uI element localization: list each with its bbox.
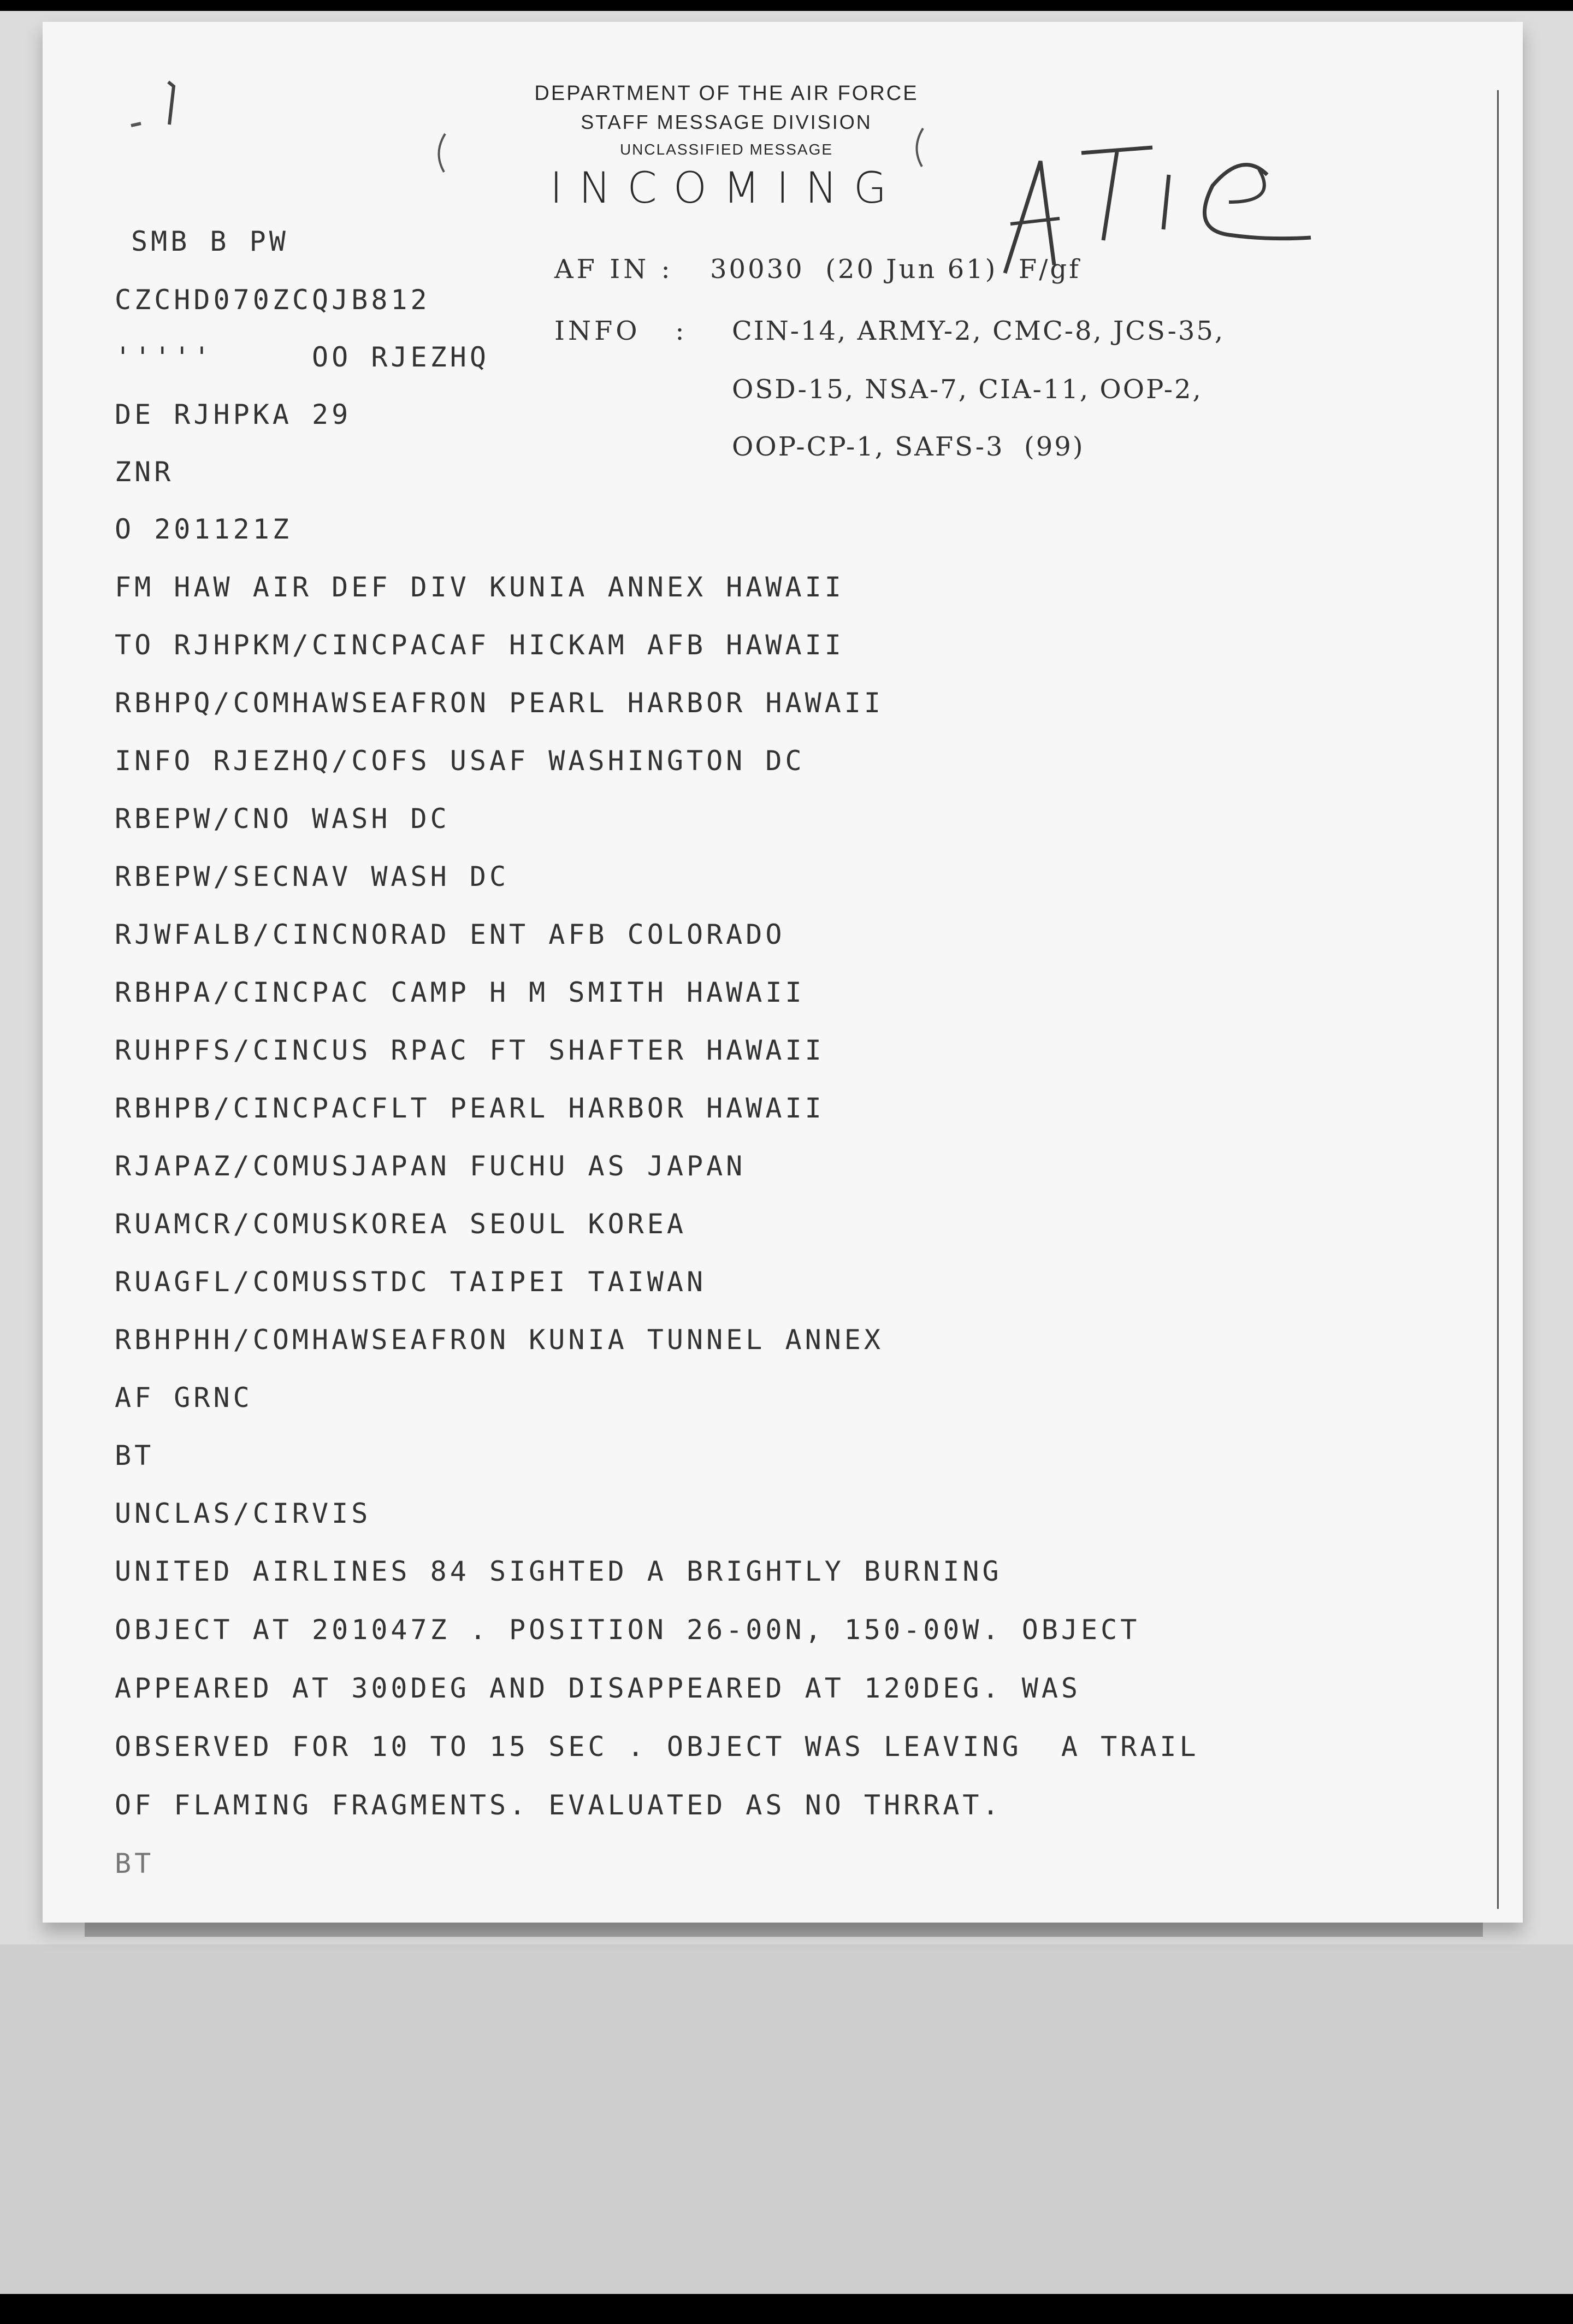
message-line: OF FLAMING FRAGMENTS. EVALUATED AS NO THRRAT. bbox=[115, 1789, 1002, 1821]
message-line: CZCHD070ZCQJB812 bbox=[115, 284, 430, 316]
message-line: DE RJHPKA 29 bbox=[115, 399, 352, 430]
info-distribution-line-2: OSD-15, NSA-7, CIA-11, OOP-2, bbox=[732, 374, 1203, 405]
division-heading: STAFF MESSAGE DIVISION bbox=[581, 111, 872, 133]
af-in-number: 30030 (20 Jun 61) F/gf bbox=[710, 254, 1081, 285]
message-line: RBHPB/CINCPACFLT PEARL HARBOR HAWAII bbox=[115, 1092, 825, 1124]
info-distribution-line-1: CIN-14, ARMY-2, CMC-8, JCS-35, bbox=[732, 316, 1225, 346]
message-line: INFO RJEZHQ/COFS USAF WASHINGTON DC bbox=[115, 745, 805, 777]
info-label: INFO : bbox=[554, 316, 688, 346]
info-distribution-line-3: OOP-CP-1, SAFS-3 (99) bbox=[732, 431, 1085, 462]
bracket-mark bbox=[429, 128, 451, 178]
message-line: ''''' OO RJEZHQ bbox=[115, 341, 489, 373]
page-edge-shadow bbox=[85, 1921, 1483, 1937]
bracket-mark bbox=[907, 123, 929, 172]
message-line: UNCLAS/CIRVIS bbox=[115, 1498, 371, 1529]
message-line: FM HAW AIR DEF DIV KUNIA ANNEX HAWAII bbox=[115, 571, 844, 603]
message-line: O 201121Z bbox=[115, 513, 292, 545]
message-line: SMB B PW bbox=[131, 226, 289, 257]
message-line: UNITED AIRLINES 84 SIGHTED A BRIGHTLY BURNING bbox=[115, 1556, 1002, 1587]
message-line: RBEPW/SECNAV WASH DC bbox=[115, 861, 510, 892]
message-line: BT bbox=[115, 1440, 155, 1471]
message-line: BT bbox=[115, 1848, 155, 1879]
incoming-heading: INCOMING bbox=[549, 164, 903, 213]
message-line: RBHPHH/COMHAWSEAFRON KUNIA TUNNEL ANNEX bbox=[115, 1324, 884, 1356]
message-line: RBHPQ/COMHAWSEAFRON PEARL HARBOR HAWAII bbox=[115, 687, 884, 719]
message-line: APPEARED AT 300DEG AND DISAPPEARED AT 120DEG. WAS bbox=[115, 1672, 1081, 1704]
message-line: RBEPW/CNO WASH DC bbox=[115, 803, 450, 835]
message-line: ZNR bbox=[115, 456, 174, 488]
message-line: TO RJHPKM/CINCPACAF HICKAM AFB HAWAII bbox=[115, 629, 844, 661]
message-line: RJWFALB/CINCNORAD ENT AFB COLORADO bbox=[115, 919, 785, 950]
page-right-edge bbox=[1497, 90, 1499, 1909]
message-line: OBSERVED FOR 10 TO 15 SEC . OBJECT WAS LEAVING A TRAIL bbox=[115, 1731, 1199, 1763]
message-line: RUAMCR/COMUSKOREA SEOUL KOREA bbox=[115, 1208, 687, 1240]
message-line: RUAGFL/COMUSSTDC TAIPEI TAIWAN bbox=[115, 1266, 707, 1298]
classification-heading: UNCLASSIFIED MESSAGE bbox=[619, 141, 833, 158]
message-line: AF GRNC bbox=[115, 1382, 253, 1414]
message-line: RBHPA/CINCPAC CAMP H M SMITH HAWAII bbox=[115, 977, 805, 1008]
message-line: OBJECT AT 201047Z . POSITION 26-00N, 150-00W. OBJECT bbox=[115, 1614, 1140, 1646]
department-heading: DEPARTMENT OF THE AIR FORCE bbox=[534, 82, 919, 105]
message-line: RJAPAZ/COMUSJAPAN FUCHU AS JAPAN bbox=[115, 1150, 746, 1182]
corner-pencil-mark bbox=[126, 74, 186, 139]
af-in-label: AF IN : bbox=[554, 254, 673, 285]
message-line: RUHPFS/CINCUS RPAC FT SHAFTER HAWAII bbox=[115, 1034, 825, 1066]
